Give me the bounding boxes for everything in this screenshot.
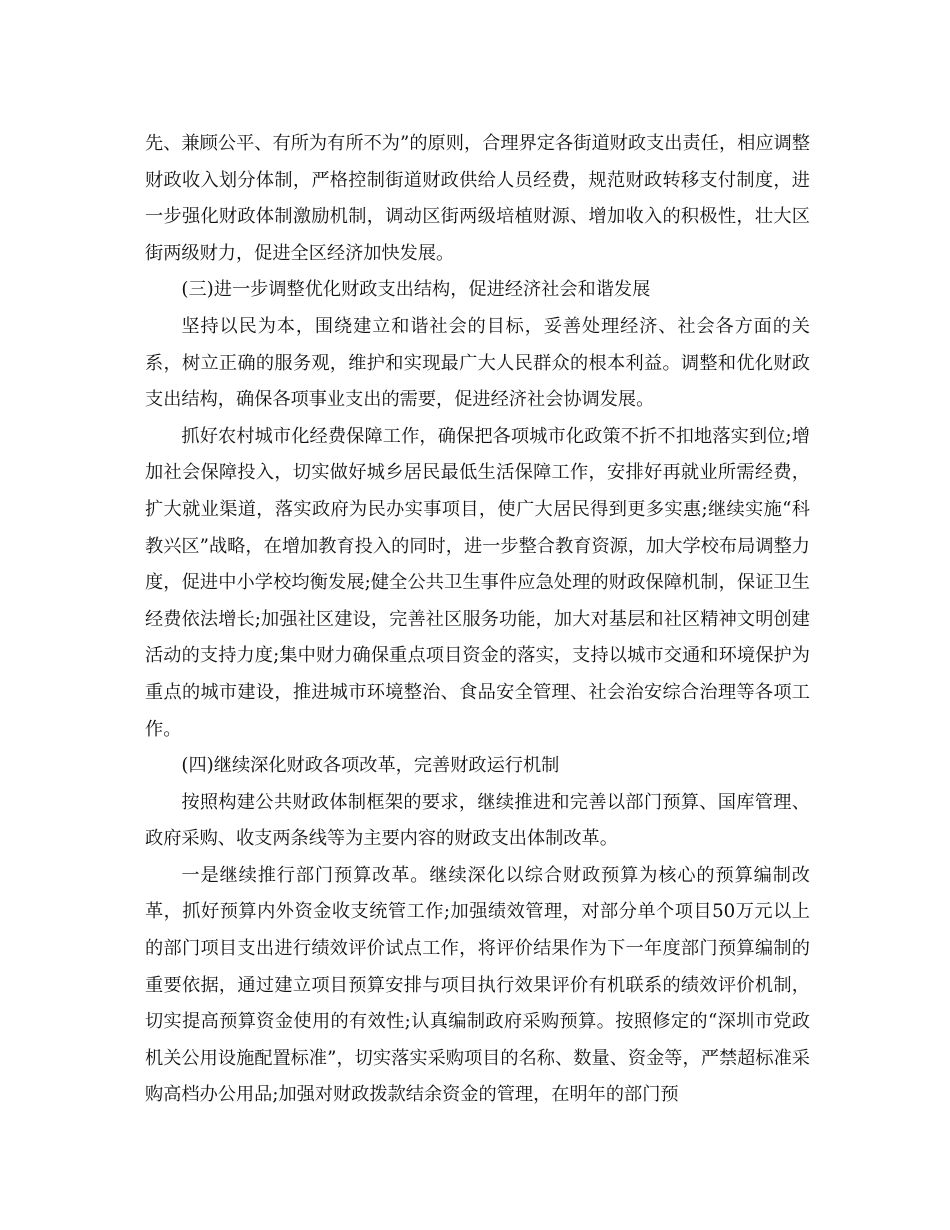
- paragraph-4: 按照构建公共财政体制框架的要求，继续推进和完善以部门预算、国库管理、政府采购、收支两条线等为主要内容的财政支出体制改革。: [145, 791, 810, 850]
- paragraph-5: 一是继续推行部门预算改革。继续深化以综合财政预算为核心的预算编制改革，抓好预算内外资金收支统管工作;加强绩效管理，对部分单个项目50万元以上的部门项目支出进行绩效评价试点工作，将评价结果作为下一年度部门预算编制的重要依据，通过建立项目预算安排与项目执行效果评价有机联系的绩效评价机制，切实提高预算资金使用的有效性;认真编制政府采购预算。按照修定的“深圳市党政机关公用设施配置标准”，切实落实采购项目的名称、数量、资金等，严禁超标准采购高档办公用品;加强对财政拨款结余资金的管理，在明年的部门预: [145, 864, 810, 1106]
- paragraph-2: 坚持以民为本，围绕建立和谐社会的目标，妥善处理经济、社会各方面的关系，树立正确的服务观，维护和实现最广大人民群众的根本利益。调整和优化财政支出结构，确保各项事业支出的需要，促进经济社会协调发展。: [145, 315, 810, 411]
- section-heading-4: (四)继续深化财政各项改革，完善财政运行机制: [181, 755, 560, 777]
- paragraph-3: 抓好农村城市化经费保障工作，确保把各项城市化政策不折不扣地落实到位;增加社会保障投入，切实做好城乡居民最低生活保障工作，安排好再就业所需经费，扩大就业渠道，落实政府为民办实事项目，使广大居民得到更多实惠;继续实施“科教兴区”战略，在增加教育投入的同时，进一步整合教育资源，加大学校布局调整力度，促进中小学校均衡发展;健全公共卫生事件应急处理的财政保障机制，保证卫生经费依法增长;加强社区建设，完善社区服务功能，加大对基层和社区精神文明创建活动的支持力度;集中财力确保重点项目资金的落实，支持以城市交通和环境保护为重点的城市建设，推进城市环境整治、食品安全管理、社会治安综合治理等各项工作。: [145, 425, 810, 740]
- section-heading-3: (三)进一步调整优化财政支出结构，促进经济社会和谐发展: [181, 279, 651, 301]
- paragraph-1: 先、兼顾公平、有所为有所不为”的原则，合理界定各街道财政支出责任，相应调整财政收入划分体制，严格控制街道财政供给人员经费，规范财政转移支付制度，进一步强化财政体制激励机制，调动区街两级培植财源、增加收入的积极性，壮大区街两级财力，促进全区经济加快发展。: [145, 133, 810, 264]
- document-page: [145, 126, 810, 1114]
